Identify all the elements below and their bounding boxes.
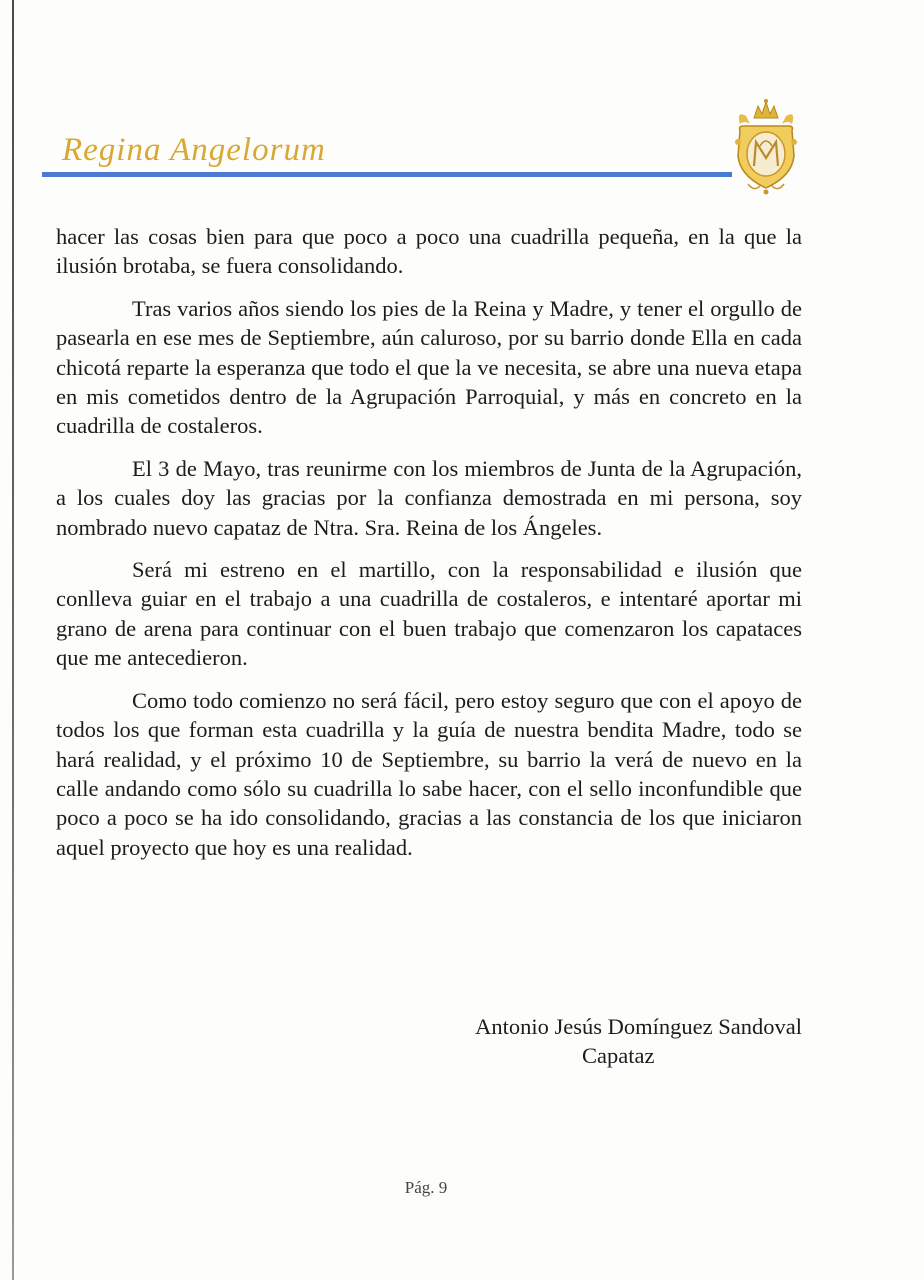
- signature-role: Capataz: [582, 1043, 655, 1068]
- article-body: [56, 222, 802, 875]
- marian-crest-icon: [724, 96, 808, 196]
- header-rule: [42, 172, 732, 177]
- page-number: Pág. 9: [404, 1178, 448, 1197]
- header-title: Regina Angelorum: [62, 132, 326, 168]
- scan-edge: [12, 0, 14, 1280]
- paragraph: Será mi estreno en el martillo, con la responsabilidad e ilusión que conlleva guiar en el trabajo a una cuadrilla de costaleros, e intentaré aportar mi grano de arena para continuar con el buen trabajo que comenzaron los capataces que me antecedieron.: [56, 557, 802, 671]
- paragraph: Como todo comienzo no será fácil, pero estoy seguro que con el apoyo de todos los que forman esta cuadrilla y la guía de nuestra bendita Madre, todo se hará realidad, y el próximo 10 de Septiembre, su barrio la verá de nuevo en la calle andando como sólo su cuadrilla lo sabe hacer, con el sello inconfundible que poco a poco se ha ido consolidando, gracias a las constancia de los que iniciaron aquel proyecto que hoy es una realidad.: [56, 687, 802, 860]
- paragraph: Tras varios años siendo los pies de la Reina y Madre, y tener el orgullo de pasearla en ese mes de Septiembre, aún caluroso, por su barrio donde Ella en cada chicotá reparte la esperanza que todo el que la ve necesita, se abre una nueva etapa en mis cometidos dentro de la Agrupación Parroquial, y más en concreto en la cuadrilla de costaleros.: [56, 295, 802, 439]
- paragraph: El 3 de Mayo, tras reunirme con los miembros de Junta de la Agrupación, a los cuales doy las gracias por la confianza demostrada en mi persona, soy nombrado nuevo capataz de Ntra. Sra. Reina de los Ángeles.: [56, 455, 802, 540]
- signature-name: Antonio Jesús Domínguez Sandoval: [475, 1014, 802, 1039]
- paragraph: hacer las cosas bien para que poco a poco una cuadrilla pequeña, en la que la ilusión brotaba, se fuera consolidando.: [56, 224, 802, 279]
- signature-block: [380, 1012, 802, 1070]
